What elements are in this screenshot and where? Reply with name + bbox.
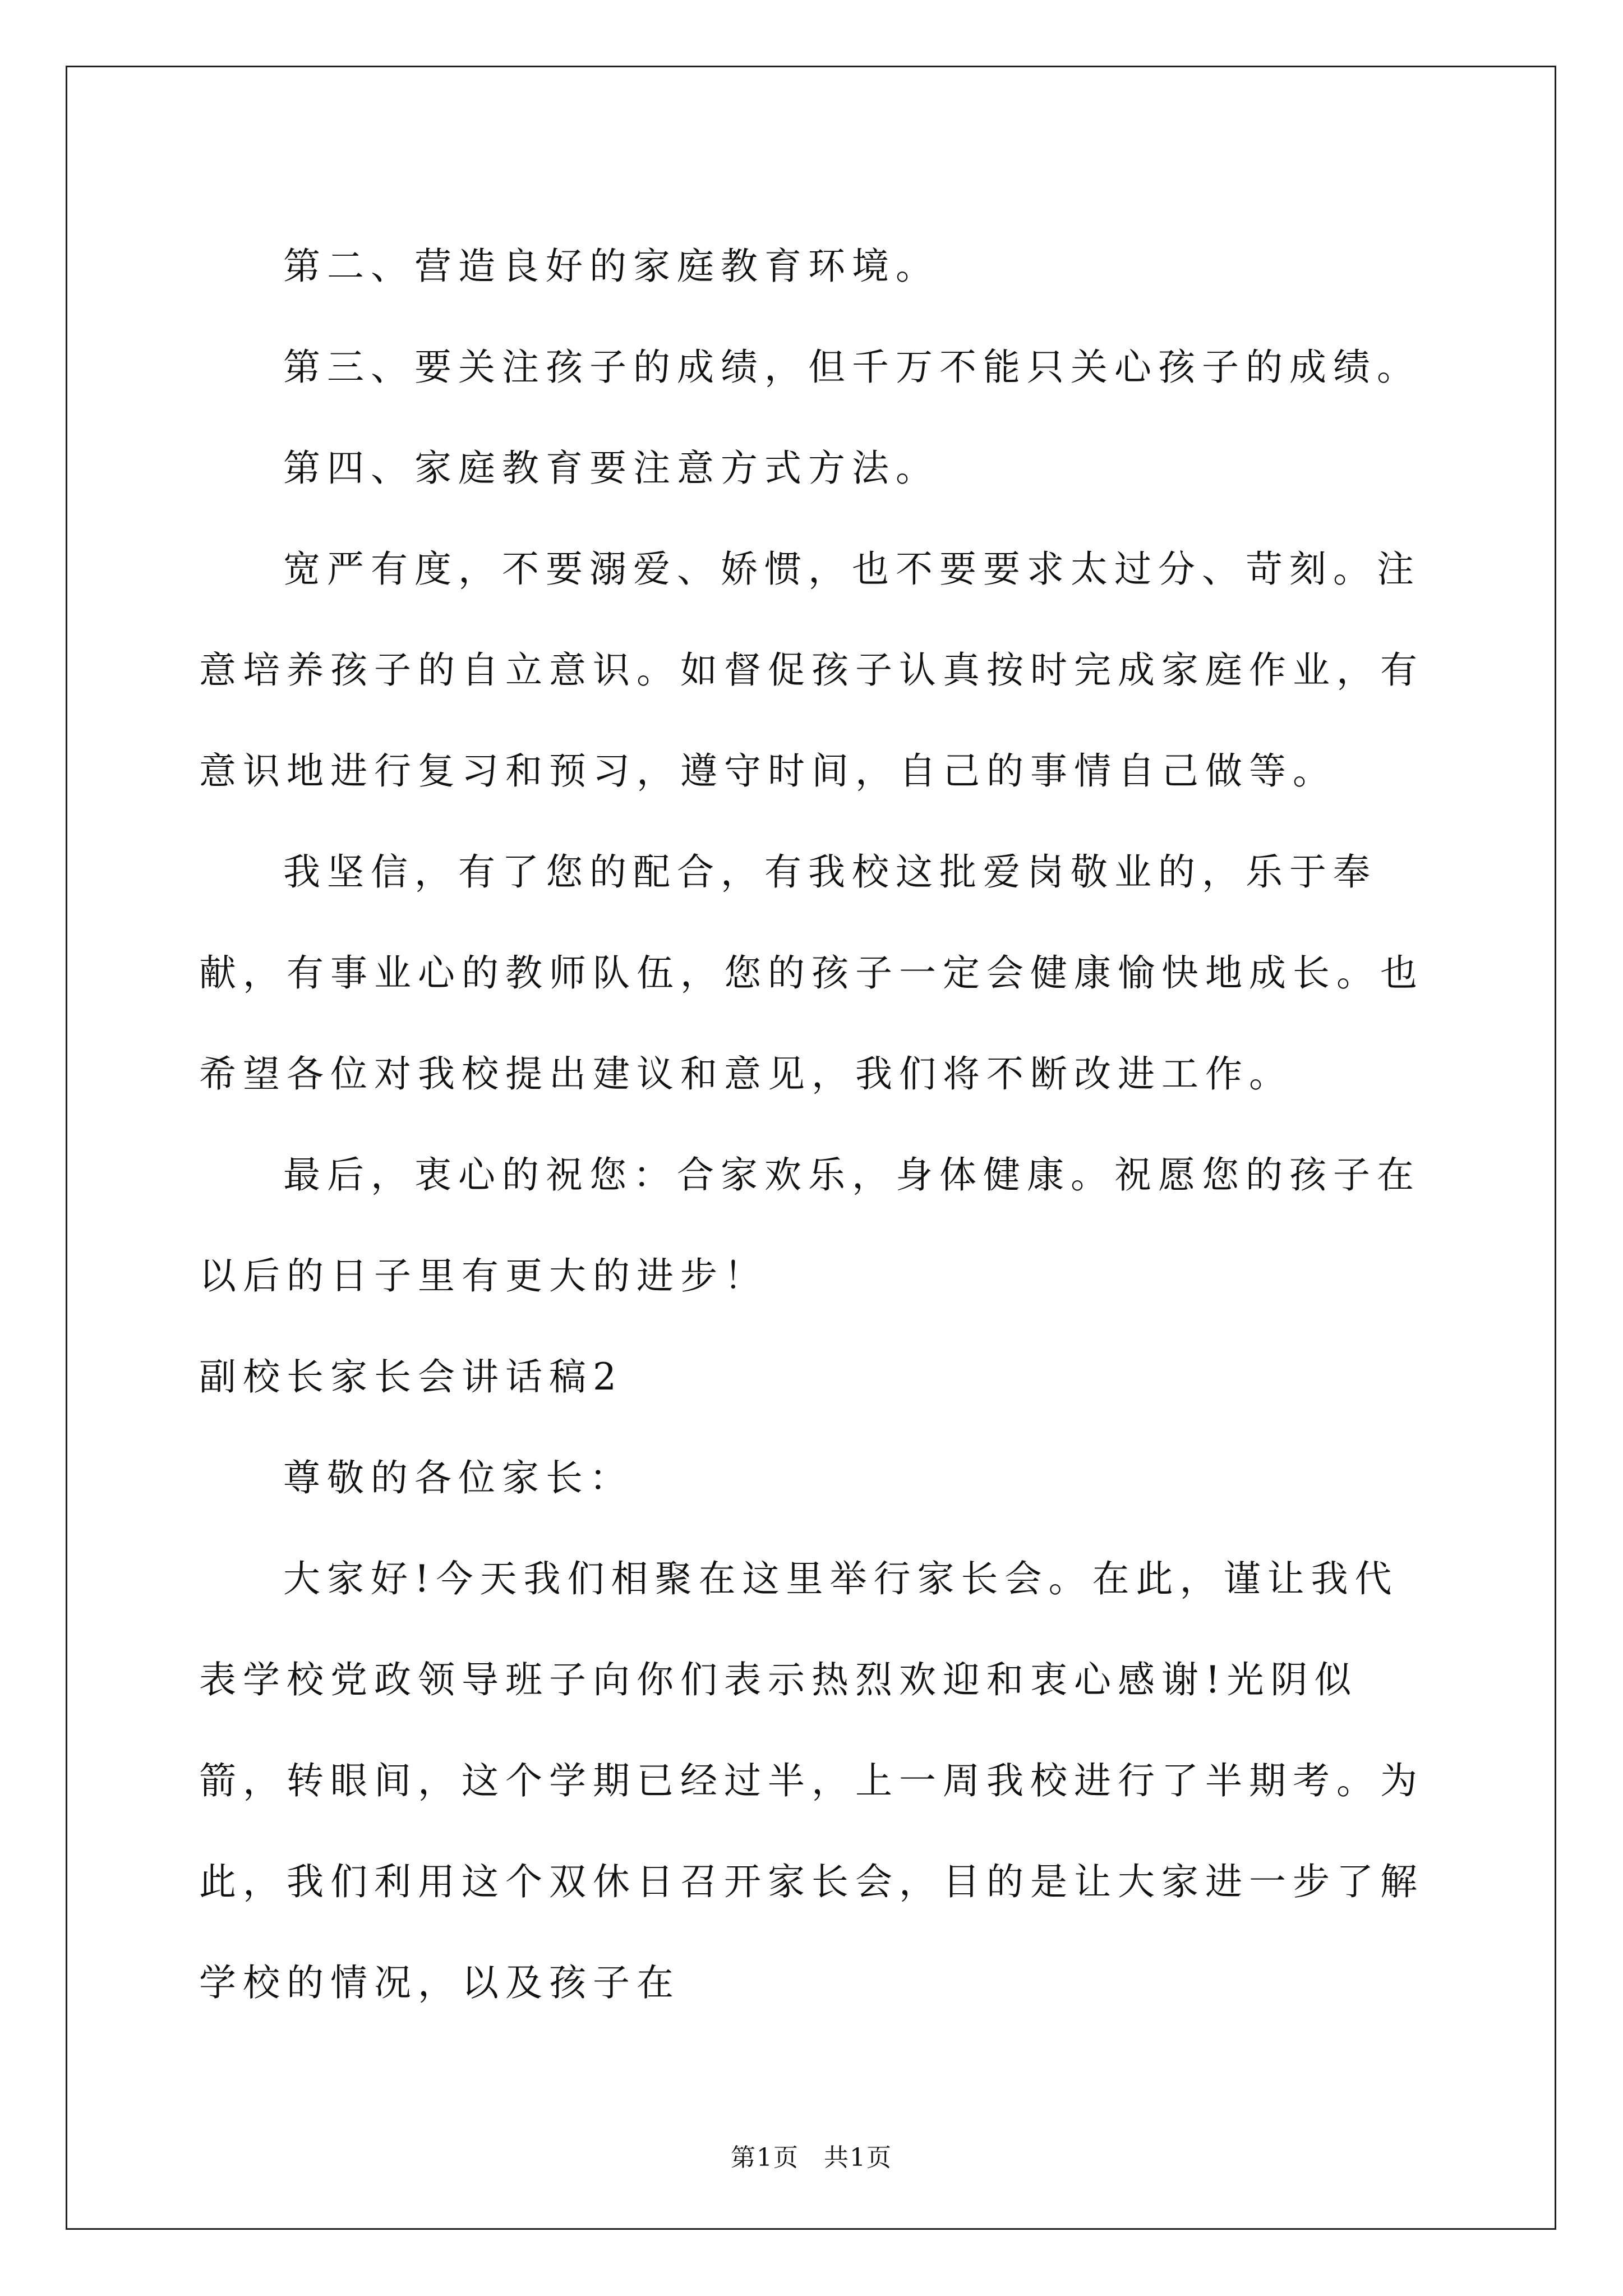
paragraph-6: 最后，衷心的祝您：合家欢乐，身体健康。祝愿您的孩子在以后的日子里有更大的进步！ [199, 1153, 1421, 1297]
paragraph-4: 宽严有度，不要溺爱、娇惯，也不要要求太过分、苛刻。注意培养孩子的自立意识。如督促孩子认真按时完成家庭作业，有意识地进行复习和预习，遵守时间，自己的事情自己做等。 [199, 547, 1424, 793]
paragraph-5: 我坚信，有了您的配合，有我校这批爱岗敬业的，乐于奉献，有事业心的教师队伍，您的孩子一定会健康愉快地成长。也希望各位对我校提出建议和意见，我们将不断改进工作。 [199, 850, 1424, 1096]
paragraph-3: 第四、家庭教育要注意方式方法。 [283, 447, 939, 490]
paragraph-7: 大家好!今天我们相聚在这里举行家长会。在此，谨让我代表学校党政领导班子向你们表示热烈欢迎和衷心感谢!光阴似箭，转眼间，这个学期已经过半，上一周我校进行了半期考。为此，我们利用这个双休日召开家长会，目的是让大家进一步了解学校的情况，以及孩子在 [199, 1557, 1424, 2004]
document-body [199, 216, 1427, 2033]
section-heading: 副校长家长会讲话稿2 [199, 1355, 623, 1398]
page-number: 第1页 [731, 2143, 799, 2172]
page-footer [0, 2137, 1623, 2173]
paragraph-2: 第三、要关注孩子的成绩，但千万不能只关心孩子的成绩。 [283, 346, 1421, 389]
salutation: 尊敬的各位家长： [283, 1456, 633, 1499]
paragraph-1: 第二、营造良好的家庭教育环境。 [283, 245, 939, 288]
page-total: 共1页 [824, 2143, 892, 2172]
